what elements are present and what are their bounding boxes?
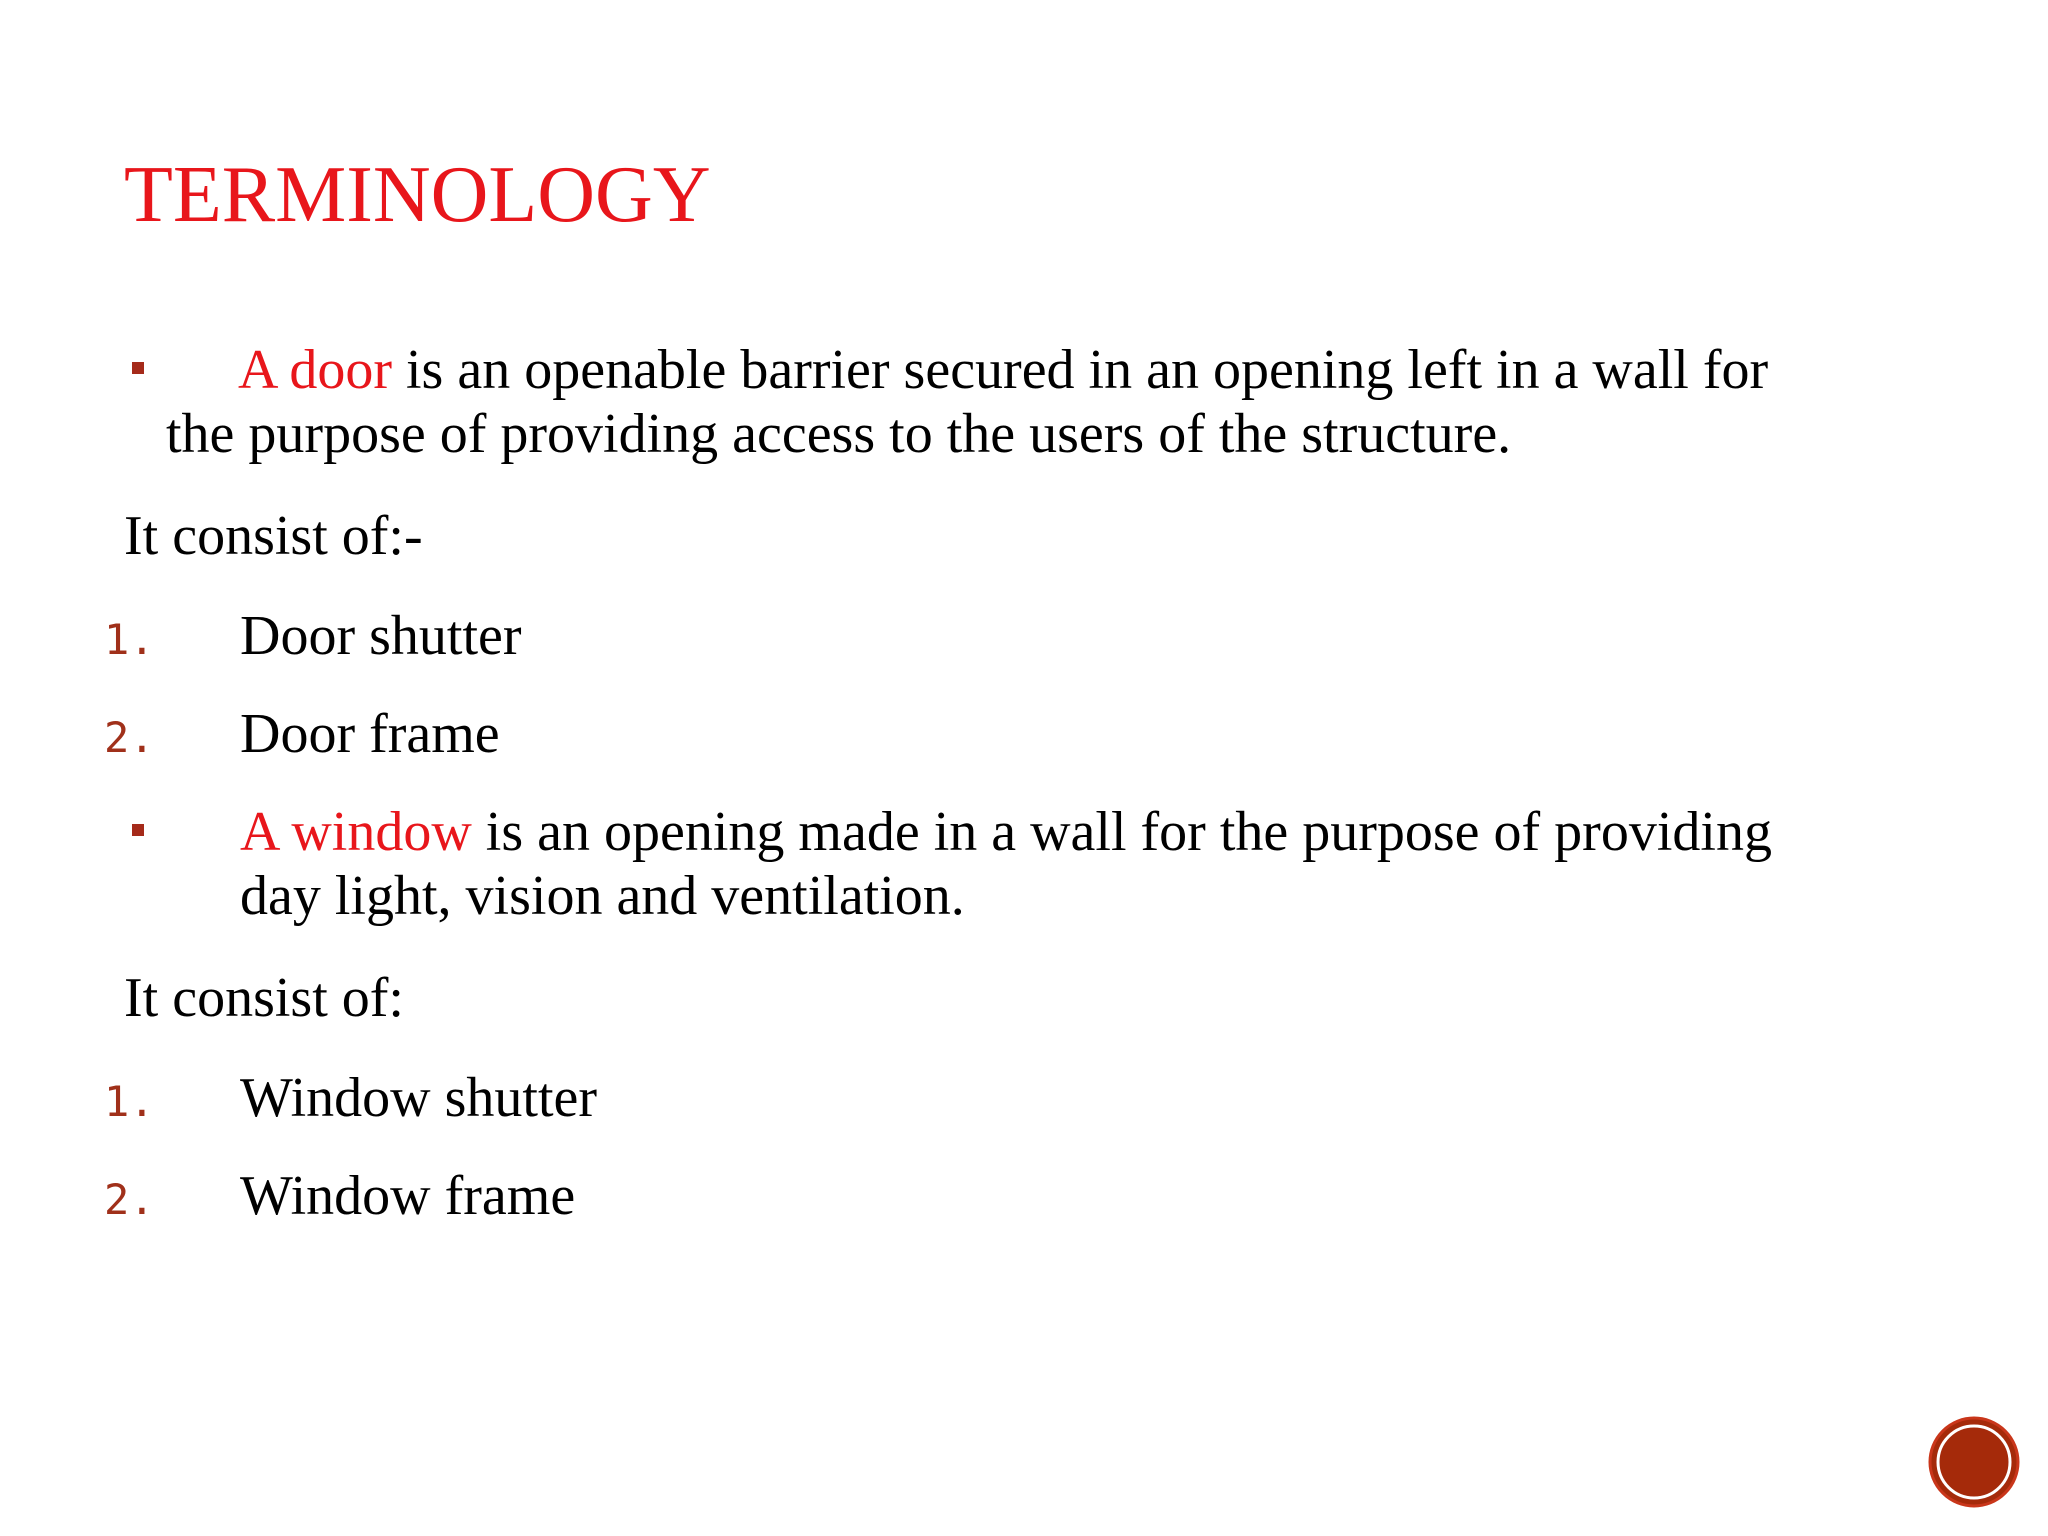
window-part-text: Window shutter [240,1067,598,1129]
window-part-text: Window frame [240,1165,576,1227]
door-definition-line1 [238,338,1768,402]
slide-title: TERMINOLOGY [124,151,711,239]
window-definition-line1 [240,800,1772,864]
door-definition-text: is an openable barrier secured in an opening left in a wall for [392,339,1769,401]
door-part-number: 1. [104,615,155,664]
square-bullet-icon [132,824,144,836]
door-definition-line2: the purpose of providing access to the users of the structure. [166,403,1512,465]
window-consists-label: It consist of: [124,967,404,1029]
door-part-text: Door frame [240,703,500,765]
window-term: A window [240,801,472,863]
door-part-text: Door shutter [240,605,522,667]
door-term: A door [238,339,392,401]
window-definition-text: is an opening made in a wall for the purpose of providing [471,801,1772,863]
square-bullet-icon [132,362,144,374]
window-part-number: 1. [104,1077,155,1126]
window-definition-line2: day light, vision and ventilation. [240,865,965,927]
door-consists-label: It consist of:- [124,505,423,567]
window-part-number: 2. [104,1175,155,1224]
door-part-number: 2. [104,713,155,762]
circle-button-icon[interactable] [1926,1414,2022,1510]
